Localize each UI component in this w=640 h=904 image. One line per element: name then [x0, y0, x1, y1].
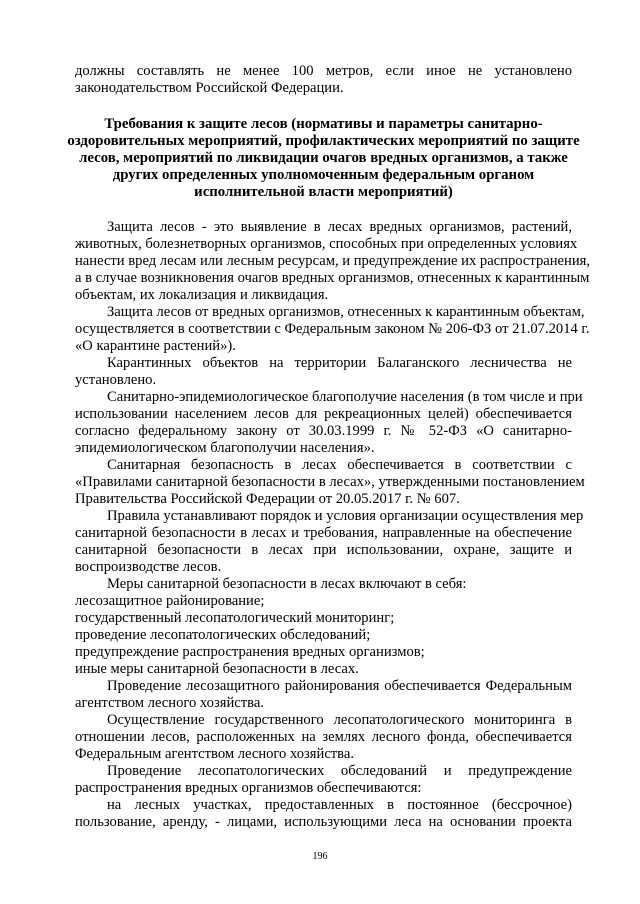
- section-heading-line: других определенных уполномоченным федеральным органом: [112, 167, 535, 183]
- section-heading-line: Требования к защите лесов (нормативы и параметры санитарно-: [104, 116, 543, 132]
- paragraph-line: использовании населением лесов для рекреационных целей) обеспечивается: [75, 406, 572, 422]
- paragraph-line: Санитарно-эпидемиологическое благополучие населения (в том числе и при: [107, 389, 583, 405]
- paragraph-line: воспроизводстве лесов.: [75, 559, 222, 575]
- paragraph-line: отношении лесов, расположенных на землях лесного фонда, обеспечивается: [75, 729, 572, 745]
- paragraph-line: а в случае возникновения очагов вредных организмов, отнесенных к карантинным: [75, 270, 590, 286]
- list-item: предупреждение распространения вредных организмов;: [75, 644, 425, 660]
- paragraph-line: Проведение лесозащитного районирования обеспечивается Федеральным: [107, 678, 572, 694]
- paragraph-line: распространения вредных организмов обеспечиваются:: [75, 780, 422, 796]
- intro-line: законодательством Российской Федерации.: [75, 80, 344, 96]
- paragraph-line: Правила устанавливают порядок и условия организации осуществления мер: [107, 508, 584, 524]
- paragraph-line: на лесных участках, предоставленных в постоянное (бессрочное): [107, 797, 572, 813]
- page-number: 196: [312, 851, 328, 862]
- paragraph-line: животных, болезнетворных организмов, способных при определенных условиях: [75, 236, 578, 252]
- paragraph-line: Федеральным агентством лесного хозяйства.: [75, 746, 354, 762]
- paragraph-line: нанести вред лесам или лесным ресурсам, и предупреждение их распространения,: [75, 253, 591, 269]
- list-item: лесозащитное районирование;: [75, 593, 265, 609]
- paragraph-line: Карантинных объектов на территории Балаганского лесничества не: [107, 355, 572, 371]
- intro-line: должны составлять не менее 100 метров, если иное не установлено: [75, 63, 572, 79]
- section-heading-line: лесов, мероприятий по ликвидации очагов вредных организмов, а также: [79, 150, 568, 166]
- paragraph-line: осуществляется в соответствии с Федеральным законом № 206-ФЗ от 21.07.2014 г.: [75, 321, 590, 337]
- paragraph-line: объектам, их локализация и ликвидация.: [75, 287, 329, 303]
- paragraph-line: Защита лесов от вредных организмов, отнесенных к карантинным объектам,: [107, 304, 585, 320]
- section-heading-line: исполнительной власти мероприятий): [194, 184, 453, 200]
- paragraph-line: Защита лесов - это выявление в лесах вредных организмов, растений,: [107, 219, 572, 235]
- list-item: государственный лесопатологический мониторинг;: [75, 610, 395, 626]
- paragraph-line: Правительства Российской Федерации от 20.05.2017 г. № 607.: [75, 491, 460, 507]
- paragraph-line: Меры санитарной безопасности в лесах включают в себя:: [107, 576, 467, 592]
- list-item: проведение лесопатологических обследований;: [75, 627, 371, 643]
- paragraph-line: «Правилами санитарной безопасности в лесах», утвержденными постановлением: [75, 474, 585, 490]
- paragraph-line: агентством лесного хозяйства.: [75, 695, 264, 711]
- list-item: иные меры санитарной безопасности в лесах.: [75, 661, 359, 677]
- section-heading-line: оздоровительных мероприятий, профилактических мероприятий по защите: [67, 133, 580, 149]
- paragraph-line: санитарной безопасности в лесах при использовании, охране, защите и: [75, 542, 572, 558]
- paragraph-line: согласно федеральному закону от 30.03.1999 г. № 52-ФЗ «О санитарно-: [75, 423, 572, 439]
- paragraph-line: «О карантине растений»).: [75, 338, 236, 354]
- paragraph-line: установлено.: [75, 372, 157, 388]
- paragraph-line: Осуществление государственного лесопатологического мониторинга в: [107, 712, 572, 728]
- paragraph-line: эпидемиологическом благополучии населения».: [75, 440, 375, 456]
- paragraph-line: Проведение лесопатологических обследований и предупреждение: [107, 763, 572, 779]
- paragraph-line: Санитарная безопасность в лесах обеспечивается в соответствии с: [107, 457, 572, 473]
- paragraph-line: санитарной безопасности в лесах и требования, направленные на обеспечение: [75, 525, 572, 541]
- paragraph-line: пользование, аренду, - лицами, использующими леса на основании проекта: [75, 814, 572, 830]
